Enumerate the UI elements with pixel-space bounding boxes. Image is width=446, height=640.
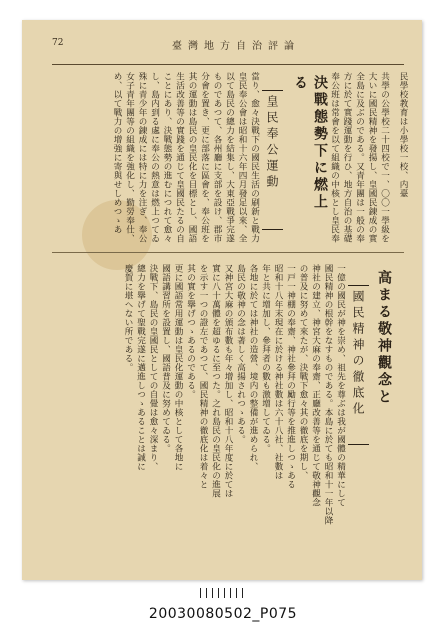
article-top-body-line: し、島内到る處に奉公の熱意は燃上つてゐ bbox=[149, 72, 160, 243]
article-bottom-body-line: 島民の敬神の念は著しく高揚されつゝある。 bbox=[235, 264, 246, 444]
barcode-tick bbox=[218, 588, 219, 598]
article-bottom-body-line: 決戰下、島民の皇國民としての自覺は愈々深まり、 bbox=[148, 264, 158, 471]
article-top-body-line: 以て島民の總力を結集し、大東亞戰爭完遂 bbox=[224, 72, 235, 243]
article-top-body-line: 女子青年團等の組織を強化し、勤勞奉仕、 bbox=[124, 72, 135, 243]
article-bottom-body-line: の普及に努めて來たが、決戰下愈々其の徹底を期し、 bbox=[298, 264, 308, 480]
article-top-body-line: 生活改善等の實踐を通じて皇國民たるの自 bbox=[174, 72, 185, 243]
article-top-body-line: 方に於て實踐運動を行ひ、地方自治の基礎 bbox=[342, 72, 352, 243]
article-bottom-body-line: 神社の建立、神宮大麻の奉齋、正廳改善等を通じて敬神觀念 bbox=[310, 264, 321, 507]
article-top-body-line: 共學の公學校二十四校で一、〇〇一學級を bbox=[379, 72, 390, 243]
article-top-intro: 民學校教育は小學校一校、内臺 bbox=[398, 72, 408, 198]
barcode-tick bbox=[242, 588, 243, 598]
article-bottom-body-line: 年と共に增加し、參拜者の數も激增してゐる。 bbox=[260, 264, 271, 453]
article-top-body-line: め、以て戰力の增強に寄與せしめつゝあ bbox=[112, 72, 122, 234]
article-top-body-line: 皇民奉公會は昭和十六年四月發足以來、全 bbox=[237, 72, 247, 243]
article-bottom-body-line: 實に八十萬體を超ゆるに至つた。之れ島民の皇民化の進展 bbox=[210, 264, 221, 498]
article-top-body-line: 分會を置き、更に部落に區會を、奉公班を bbox=[199, 72, 210, 243]
article-divider bbox=[52, 252, 404, 253]
article-bottom-title: 高まる敬神觀念と bbox=[376, 270, 392, 406]
article-bottom-body-line: 又神宮大麻の頒布數も年々增加し、昭和十八年度に於ては bbox=[223, 264, 233, 498]
article-top-body-line: 殊に青少年の錬成には特に力を注ぎ、奉公 bbox=[137, 72, 147, 243]
barcode-tick bbox=[200, 588, 201, 598]
article-bottom-subtitle: 國民精神の徹底化 bbox=[348, 285, 369, 445]
article-bottom-body-line: 各地に於ては神社の造營、境内の整備が進められ、 bbox=[248, 264, 258, 471]
barcode-tick bbox=[224, 588, 225, 598]
article-top-body-line: 奉公班は常會を以て組織の中核とし皇民奉 bbox=[329, 72, 340, 243]
article-bottom-body-line: 總力を擧げて聖戰完遂に邁進しつゝあることは誠に bbox=[135, 264, 146, 471]
barcode-tick bbox=[212, 588, 213, 598]
archive-id-caption: 20030080502_P075 bbox=[148, 606, 298, 622]
barcode-tick bbox=[236, 588, 237, 598]
header-rule bbox=[52, 64, 404, 65]
article-bottom-body-line: 慶賀に堪へない所である。 bbox=[123, 264, 133, 372]
article-top-title: 決戰態勢下に燃上る bbox=[292, 75, 328, 211]
article-bottom-body-line: 國民精神の根幹をなすものである。本島に於ても昭和十一年以降 bbox=[323, 264, 333, 525]
article-bottom-body-line: 昭和十八年末現在に於ける神社數は六十八社、社數は bbox=[273, 264, 283, 480]
article-bottom-body-line: 更に國語常用運動は皇民化運動の中核として各地に bbox=[173, 264, 183, 471]
page-number: 72 bbox=[52, 38, 64, 48]
article-top-body-line: 大いに國民精神を發揚し、皇國民錬成の實 bbox=[367, 72, 377, 243]
article-top-body-line: 全島に及ぶのである。又青年團は一般の奉 bbox=[354, 72, 365, 243]
barcode-tick bbox=[230, 588, 231, 598]
running-head: 臺灣地方自治評論 bbox=[172, 41, 300, 52]
barcode-tick bbox=[206, 588, 207, 598]
article-bottom-body-line: 一戸一神棚の奉齋、神社參拜の勵行等を推進しつゝある bbox=[285, 264, 296, 489]
article-top-subtitle: 皇民奉公運動 bbox=[262, 90, 283, 230]
article-bottom-body-line: 其の實を擧げつゝあるのである。 bbox=[185, 264, 196, 399]
article-bottom-body-line: 國語講習所を設置し、國語普及に努めてゐる。 bbox=[160, 264, 171, 453]
article-top-body-line: 當り、愈々決戰下の國民生活の刷新と戰力 bbox=[249, 72, 260, 243]
article-top-body-line: 其の運動は島民の皇民化を目標とし、國語 bbox=[187, 72, 197, 243]
article-top-body-line: ことにあり、決戰態勢の進むにつれて愈々 bbox=[162, 72, 172, 243]
article-bottom-body-line: 一億の國民が神を崇め、祖先を尊ぶは我が國體の精華にして bbox=[335, 264, 346, 507]
article-top-body-line: ものであつて、各州廳に支部を設け、郡市 bbox=[212, 72, 222, 243]
document-page bbox=[22, 20, 422, 580]
article-bottom-body-line: を示す一つの證左であつて、國民精神の徹底化は着々と bbox=[198, 264, 208, 489]
